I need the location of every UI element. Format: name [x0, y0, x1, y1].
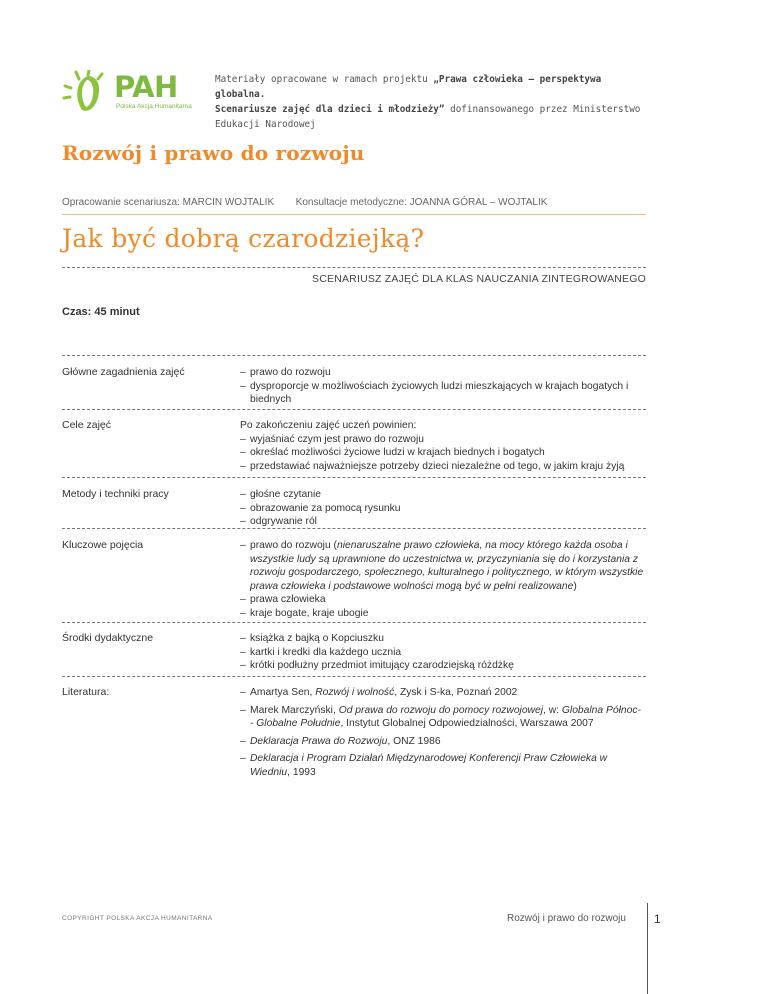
- row-intro: Po zakończeniu zajęć uczeń powinien:: [240, 420, 417, 431]
- target-level: SCENARIUSZ ZAJĘĆ DLA KLAS NAUCZANIA ZINTEGROWANEGO: [312, 273, 646, 285]
- list-item: – krótki podłużny przedmiot imitujący czarodziejską różdżkę: [240, 659, 646, 673]
- literature-item: [240, 686, 646, 700]
- list-item: [240, 539, 646, 593]
- list-item: – przedstawiać najważniejsze potrzeby dzieci niezależne od tego, w jakim kraju żyją: [240, 460, 646, 474]
- list-item: – odgrywanie ról: [240, 515, 646, 529]
- scenario-title: Jak być dobrą czarodziejką?: [62, 224, 425, 253]
- list-item: – obrazowanie za pomocą rysunku: [240, 502, 646, 516]
- lit-in: , w:: [543, 704, 562, 716]
- lit-publisher: , ONZ 1986: [387, 735, 441, 747]
- row-divider: [62, 477, 646, 478]
- list-item: – książka z bajką o Kopciuszku: [240, 632, 646, 646]
- page-number: 1: [654, 912, 661, 926]
- consult-author: JOANNA GÓRAL – WOJTALIK: [409, 197, 548, 208]
- divider: [62, 214, 646, 215]
- copyright: COPYRIGHT POLSKA AKCJA HUMANITARNA: [62, 915, 213, 922]
- literature-item: [240, 735, 646, 749]
- footer-divider: [647, 903, 648, 994]
- row-divider: [62, 409, 646, 410]
- row-content: [240, 488, 646, 529]
- row-label: Literatura:: [62, 686, 110, 698]
- row-divider: [62, 355, 646, 356]
- lit-author: Amartya Sen,: [250, 687, 316, 698]
- literature-item: [240, 752, 646, 779]
- lit-title: Rozwój i wolność: [315, 687, 395, 698]
- dashed-divider: [62, 267, 646, 268]
- row-divider: [62, 528, 646, 529]
- list-item: – wyjaśniać czym jest prawo do rozwoju: [240, 433, 646, 447]
- pah-logo: [62, 70, 197, 116]
- lit-title: Deklaracja i Program Działań Międzynarodowej Konferencji Praw Człowieka w Wiedniu: [250, 753, 608, 778]
- lit-publisher: , Zysk i S-ka, Poznań 2002: [394, 687, 518, 698]
- row-divider: [62, 676, 646, 677]
- lit-author: Marek Marczyński,: [250, 704, 339, 716]
- list-item: – określać możliwości życiowe ludzi w krajach biednych i bogatych: [240, 446, 646, 460]
- scenario-author: MARCIN WOJTALIK: [182, 197, 275, 208]
- logo-wordmark: PAH: [114, 70, 178, 104]
- list-item: – kartki i kredki dla każdego ucznia: [240, 646, 646, 660]
- logo-figure-icon: [62, 70, 112, 116]
- duration: Czas: 45 minut: [62, 306, 140, 318]
- list-item: – dysproporcje w możliwościach życiowych ludzi mieszkających w krajach bogatych i biednych: [240, 380, 646, 407]
- lit-book: Globalna Północ- - Globalne Południe: [250, 704, 641, 729]
- running-title: Rozwój i prawo do rozwoju: [507, 913, 626, 924]
- logo-subtext: Polska Akcja Humanitarna: [116, 103, 192, 110]
- project-note: [215, 72, 655, 132]
- lit-title: Deklaracja Prawa do Rozwoju: [250, 735, 388, 747]
- row-label: Główne zagadnienia zajęć: [62, 366, 185, 378]
- list-item: – prawo do rozwoju: [240, 366, 646, 380]
- lit-publisher: , 1993: [287, 766, 316, 778]
- note-prefix: Materiały opracowane w ramach projektu: [215, 74, 434, 85]
- note-rest: dofinansowanego przez Ministerstwo: [444, 104, 641, 115]
- row-content: [240, 419, 646, 473]
- literature-item: [240, 704, 646, 731]
- lit-title: Od prawa do rozwoju do pomocy rozwojowej: [338, 704, 544, 716]
- authors-line: [62, 197, 547, 208]
- list-item: – prawa człowieka: [240, 593, 646, 607]
- key-term-definition: nienaruszalne prawo człowieka, na mocy którego każda osoba i wszystkie ludy są uprawnione do uczestnictwa w, przyczyniania się do i korzystania z rozwoju gospodarczego, społecznego, kulturalnego i politycznego, w którym wszystkie prawa człowieka i podstawowe wolności mogą być w pełni realizowane: [250, 540, 644, 592]
- list-item: – kraje bogate, kraje ubogie: [240, 607, 646, 621]
- note-project-title-2: Scenariusze zajęć dla dzieci i młodzieży”: [215, 104, 445, 115]
- row-content: [240, 366, 646, 407]
- row-content: [240, 632, 646, 673]
- row-label: Metody i techniki pracy: [62, 488, 169, 500]
- key-term-close: ): [573, 580, 577, 592]
- row-divider: [62, 622, 646, 623]
- consult-label: Konsultacje metodyczne:: [295, 197, 407, 208]
- document-title: Rozwój i prawo do rozwoju: [62, 141, 365, 165]
- note-line3: Edukacji Narodowej: [215, 119, 316, 130]
- row-content: [240, 686, 646, 783]
- list-item: – głośne czytanie: [240, 488, 646, 502]
- row-label: Cele zajęć: [62, 419, 112, 431]
- row-label: Kluczowe pojęcia: [62, 539, 144, 551]
- row-content: [240, 539, 646, 620]
- lit-publisher: , Instytut Globalnej Odpowiedzialności, Warszawa 2007: [340, 718, 594, 729]
- key-term: prawo do rozwoju (: [250, 540, 337, 551]
- row-label: Środki dydaktyczne: [62, 632, 154, 644]
- scenario-label: Opracowanie scenariusza:: [62, 197, 180, 208]
- note-project-title-1: „Prawa człowieka – perspektywa globalna.: [215, 74, 602, 100]
